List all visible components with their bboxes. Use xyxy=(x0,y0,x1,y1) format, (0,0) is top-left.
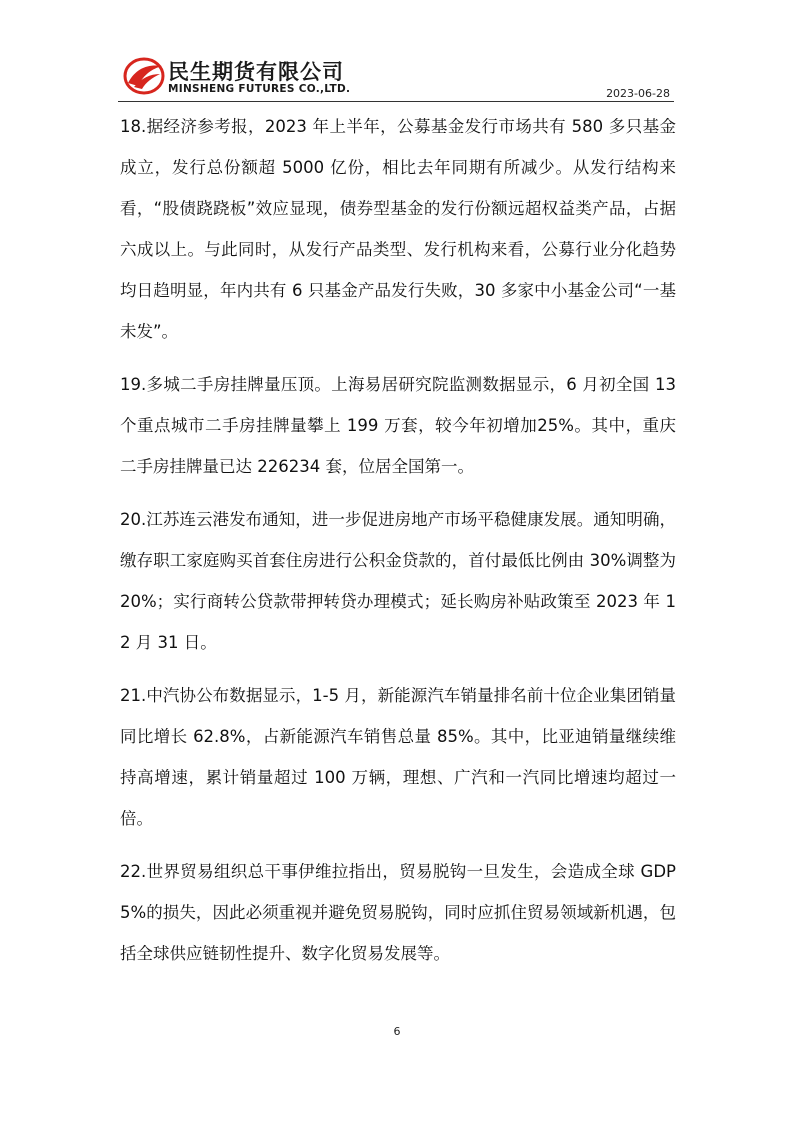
news-paragraph xyxy=(120,499,676,663)
item-number: 22. xyxy=(120,862,147,881)
item-text: 据经济参考报，2023 年上半年，公募基金发行市场共有 580 多只基金成立，发行总份额超 5000 亿份，相比去年同期有所减少。从发行结构来看，“股债跷跷板”效应显现，债券型基金的发行份额远超权益类产品，占据六成以上。与此同时，从发行产品类型、发行机构来看，公募行业分化趋势均日趋明显，年内共有 6 只基金产品发行失败，30 多家中小基金公司“一基未发”。 xyxy=(120,117,676,341)
header-divider xyxy=(118,101,674,102)
news-paragraph xyxy=(120,106,676,352)
item-text: 中汽协公布数据显示，1-5 月，新能源汽车销量排名前十位企业集团销量同比增长 62.8%，占新能源汽车销售总量 85%。其中，比亚迪销量继续维持高增速，累计销量超过 100 万辆，理想、广汽和一汽同比增速均超过一倍。 xyxy=(120,686,676,828)
news-item-19 xyxy=(120,364,676,487)
report-date: 2023-06-28 xyxy=(606,87,670,100)
item-number: 18. xyxy=(120,117,147,136)
company-name-cn: 民生期货有限公司 xyxy=(168,60,344,84)
item-number: 20. xyxy=(120,510,147,529)
news-paragraph xyxy=(120,364,676,487)
minsheng-logo-icon xyxy=(122,56,166,96)
item-text: 世界贸易组织总干事伊维拉指出，贸易脱钩一旦发生，会造成全球 GDP 5%的损失，因此必须重视并避免贸易脱钩，同时应抓住贸易领域新机遇，包括全球供应链韧性提升、数字化贸易发展等。 xyxy=(120,862,676,963)
page-number: 6 xyxy=(393,1025,401,1038)
item-text: 多城二手房挂牌量压顶。上海易居研究院监测数据显示，6 月初全国 13 个重点城市二手房挂牌量攀上 199 万套，较今年初增加25%。其中，重庆二手房挂牌量已达 226234 套，位居全国第一。 xyxy=(120,375,676,476)
news-paragraph xyxy=(120,675,676,839)
item-number: 21. xyxy=(120,686,147,705)
news-item-20 xyxy=(120,499,676,663)
news-item-21 xyxy=(120,675,676,839)
news-item-18 xyxy=(120,106,676,352)
news-paragraph xyxy=(120,851,676,974)
page-header xyxy=(118,54,674,102)
news-item-22 xyxy=(120,851,676,974)
item-number: 19. xyxy=(120,375,147,394)
item-text: 江苏连云港发布通知，进一步促进房地产市场平稳健康发展。通知明确，缴存职工家庭购买首套住房进行公积金贷款的，首付最低比例由 30%调整为 20%；实行商转公贷款带押转贷办理模式；延长购房补贴政策至 2023 年 12 月 31 日。 xyxy=(120,510,676,652)
company-name-en: MINSHENG FUTURES CO.,LTD. xyxy=(168,83,351,95)
news-list xyxy=(120,106,676,986)
